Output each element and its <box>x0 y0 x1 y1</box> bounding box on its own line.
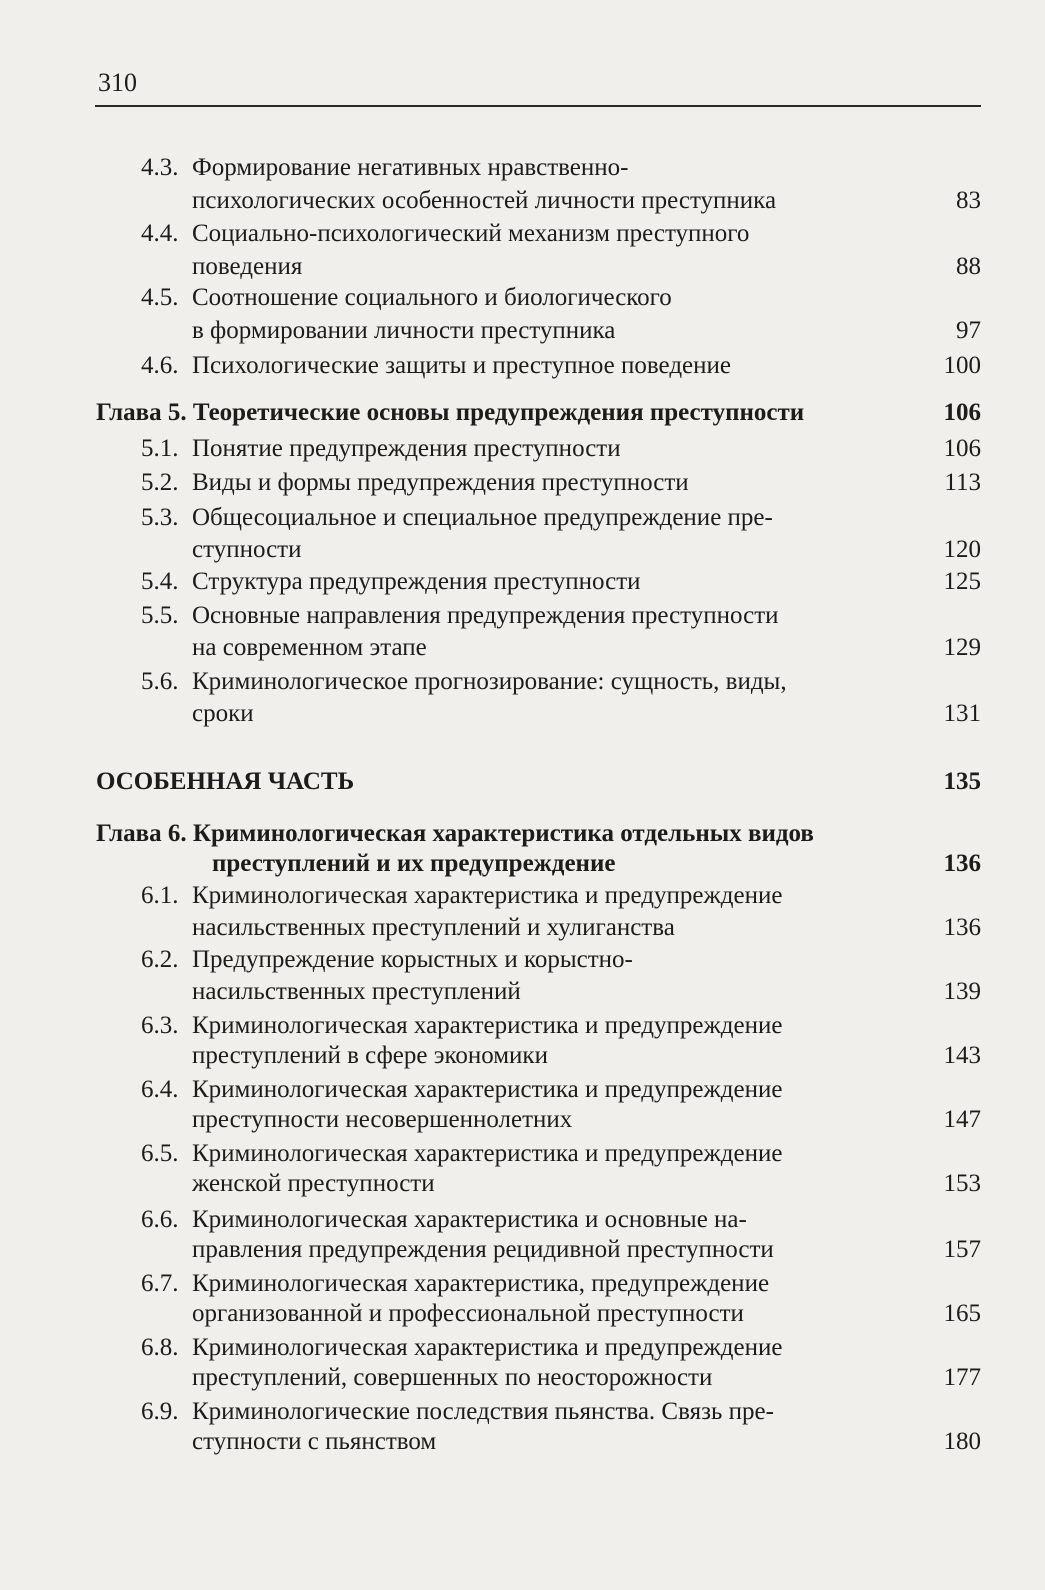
toc-entry-title: Криминологическая характеристика и предупреждение <box>192 1076 783 1103</box>
part-page: 135 <box>943 768 981 795</box>
toc-entry-page: 153 <box>943 1170 981 1197</box>
toc-entry-title: Основные направления предупреждения преступности <box>192 602 779 629</box>
toc-entry-title-line2: правления предупреждения рецидивной преступности <box>192 1236 774 1263</box>
toc-entry-title-line2: насильственных преступлений и хулиганства <box>192 914 675 941</box>
toc-entry-number: 5.4. <box>141 568 179 595</box>
toc-entry-title: Криминологическая характеристика, предупреждение <box>192 1270 770 1297</box>
toc-entry-page: 125 <box>943 568 981 595</box>
toc-entry-number: 6.3. <box>141 1012 179 1039</box>
toc-entry-title-line2: психологических особенностей личности преступника <box>192 187 777 214</box>
toc-entry-number: 6.2. <box>141 946 179 973</box>
toc-entry-title: Психологические защиты и преступное поведение <box>192 352 731 379</box>
toc-entry-page: 106 <box>943 435 981 462</box>
toc-entry-title: Криминологическая характеристика и предупреждение <box>192 1140 783 1167</box>
toc-entry-page: 157 <box>943 1236 981 1263</box>
toc-entry-title: Понятие предупреждения преступности <box>192 435 621 462</box>
toc-entry-title-line2: насильственных преступлений <box>192 978 521 1005</box>
toc-entry-page: 180 <box>943 1428 981 1455</box>
toc-entry-page: 147 <box>943 1106 981 1133</box>
toc-entry-title: Криминологическое прогнозирование: сущность, виды, <box>192 668 787 695</box>
toc-entry-page: 136 <box>943 914 981 941</box>
toc-entry-title-line2: преступлений в сфере экономики <box>192 1042 548 1069</box>
toc-entry-number: 6.5. <box>141 1140 179 1167</box>
toc-entry-number: 5.3. <box>141 504 179 531</box>
toc-entry-number: 5.6. <box>141 668 179 695</box>
toc-entry-title: Криминологическая характеристика и предупреждение <box>192 882 783 909</box>
toc-entry-title: Социально-психологический механизм преступного <box>192 220 750 247</box>
toc-entry-title: Предупреждение корыстных и корыстно- <box>192 946 633 973</box>
toc-entry-title: Формирование негативных нравственно- <box>192 154 629 181</box>
toc-entry-number: 4.3. <box>141 154 179 181</box>
toc-entry-page: 83 <box>956 187 981 214</box>
toc-entry-title: Криминологическая характеристика и предупреждение <box>192 1334 783 1361</box>
toc-entry-number: 4.5. <box>141 284 179 311</box>
toc-entry-title-line2: преступлений, совершенных по неосторожности <box>192 1364 713 1391</box>
toc-entry-title-line2: на современном этапе <box>192 634 427 661</box>
toc-entry-number: 6.1. <box>141 882 179 909</box>
toc-entry-title-line2: ступности с пьянством <box>192 1428 437 1455</box>
toc-entry-number: 5.5. <box>141 602 179 629</box>
toc-entry-page: 100 <box>943 352 981 379</box>
toc-entry-title-line2: ступности <box>192 536 302 563</box>
toc-entry-title-line2: поведения <box>192 253 303 280</box>
chapter-page: 136 <box>943 850 981 877</box>
toc-entry-title: Структура предупреждения преступности <box>192 568 641 595</box>
toc-entry-title: Общесоциальное и специальное предупреждение пре- <box>192 504 773 531</box>
toc-entry-title: Криминологические последствия пьянства. Связь пре- <box>192 1398 774 1425</box>
toc-entry-title-line2: женской преступности <box>192 1170 435 1197</box>
toc-entry-number: 6.9. <box>141 1398 179 1425</box>
chapter-title-line2: преступлений и их предупреждение <box>212 850 616 877</box>
chapter-page: 106 <box>943 399 981 426</box>
toc-entry-title: Криминологическая характеристика и предупреждение <box>192 1012 783 1039</box>
part-title: ОСОБЕННАЯ ЧАСТЬ <box>96 768 355 795</box>
toc-entry-page: 131 <box>943 700 981 727</box>
toc-entry-page: 120 <box>943 536 981 563</box>
toc-entry-number: 4.6. <box>141 352 179 379</box>
toc-entry-title-line2: преступности несовершеннолетних <box>192 1106 573 1133</box>
toc-entry-title-line2: сроки <box>192 700 254 727</box>
toc-entry-page: 97 <box>956 317 981 344</box>
page-number: 310 <box>98 68 137 97</box>
toc-entry-number: 4.4. <box>141 220 179 247</box>
toc-entry-number: 6.4. <box>141 1076 179 1103</box>
toc-entry-number: 6.8. <box>141 1334 179 1361</box>
toc-entry-page: 165 <box>943 1300 981 1327</box>
toc-entry-title: Криминологическая характеристика и основные на- <box>192 1206 747 1233</box>
toc-entry-number: 6.7. <box>141 1270 179 1297</box>
toc-entry-page: 143 <box>943 1042 981 1069</box>
chapter-title: Глава 5. Теоретические основы предупреждения преступности <box>96 399 805 426</box>
header-rule <box>95 105 981 107</box>
toc-entry-number: 5.2. <box>141 469 179 496</box>
toc-entry-page: 129 <box>943 634 981 661</box>
toc-entry-page: 177 <box>943 1364 981 1391</box>
toc-entry-title: Виды и формы предупреждения преступности <box>192 469 689 496</box>
toc-entry-number: 5.1. <box>141 435 179 462</box>
toc-entry-page: 113 <box>944 469 981 496</box>
toc-entry-title-line2: в формировании личности преступника <box>192 317 616 344</box>
toc-entry-number: 6.6. <box>141 1206 179 1233</box>
toc-entry-page: 139 <box>943 978 981 1005</box>
toc-entry-title: Соотношение социального и биологического <box>192 284 672 311</box>
toc-entry-title-line2: организованной и профессиональной преступности <box>192 1300 744 1327</box>
toc-entry-page: 88 <box>956 253 981 280</box>
chapter-title: Глава 6. Криминологическая характеристика отдельных видов <box>96 820 814 847</box>
